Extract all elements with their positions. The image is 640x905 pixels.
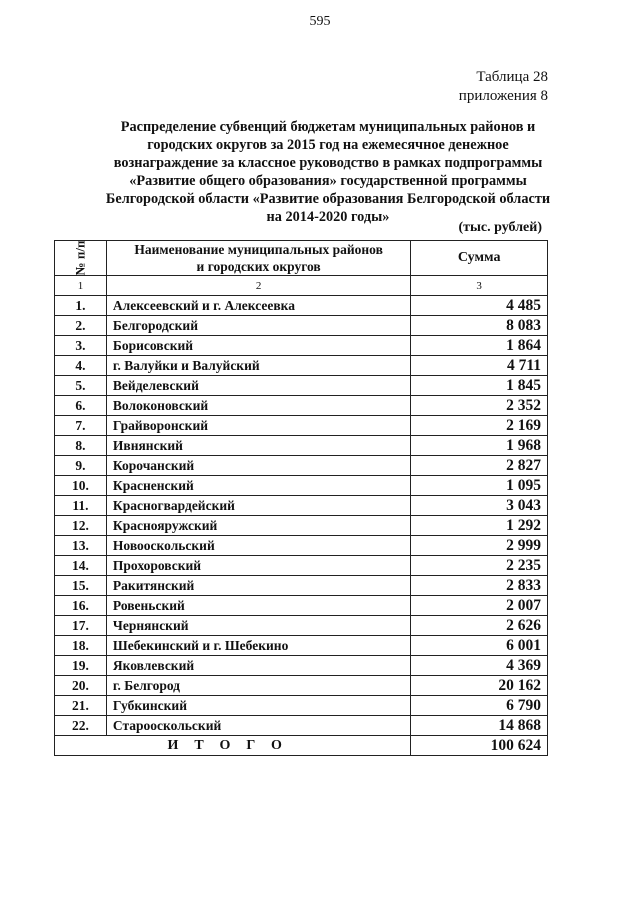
table-row [55, 496, 548, 516]
subvention-amount: 3 043 [411, 496, 548, 516]
subvention-amount: 1 864 [411, 336, 548, 356]
row-number: 15. [55, 576, 107, 596]
subvention-amount: 2 827 [411, 456, 548, 476]
district-name: г. Белгород [106, 676, 410, 696]
column-index-row [55, 276, 548, 296]
district-name: Красненский [106, 476, 410, 496]
row-number: 1. [55, 296, 107, 316]
table-row [55, 636, 548, 656]
total-amount: 100 624 [411, 736, 548, 756]
subvention-amount: 6 790 [411, 696, 548, 716]
table-row [55, 356, 548, 376]
row-number: 19. [55, 656, 107, 676]
table-row [55, 676, 548, 696]
row-number: 16. [55, 596, 107, 616]
table-row [55, 516, 548, 536]
district-name: Волоконовский [106, 396, 410, 416]
district-name: Алексеевский и г. Алексеевка [106, 296, 410, 316]
subvention-amount: 4 711 [411, 356, 548, 376]
district-name: Старооскольский [106, 716, 410, 736]
row-number: 7. [55, 416, 107, 436]
total-label: ИТОГО [55, 736, 411, 756]
header-num: № п/п [72, 240, 88, 276]
row-number: 5. [55, 376, 107, 396]
table-row [55, 376, 548, 396]
row-number: 14. [55, 556, 107, 576]
district-name: Корочанский [106, 456, 410, 476]
district-name: Вейделевский [106, 376, 410, 396]
subvention-amount: 1 095 [411, 476, 548, 496]
table-row [55, 576, 548, 596]
title-line: Распределение субвенций бюджетам муниципальных районов и [120, 119, 536, 135]
title-line: на 2014-2020 годы» [266, 209, 390, 225]
district-name: Яковлевский [106, 656, 410, 676]
title-line: Белгородской области «Развитие образования Белгородской области [105, 191, 551, 207]
district-name: Грайворонский [106, 416, 410, 436]
subvention-amount: 6 001 [411, 636, 548, 656]
subvention-amount: 2 169 [411, 416, 548, 436]
header-num-cell [55, 241, 107, 276]
district-name: г. Валуйки и Валуйский [106, 356, 410, 376]
district-name: Новооскольский [106, 536, 410, 556]
district-name: Белгородский [106, 316, 410, 336]
appendix-label: приложения 8 [458, 88, 548, 104]
subvention-amount: 1 845 [411, 376, 548, 396]
subvention-amount: 8 083 [411, 316, 548, 336]
table-row [55, 436, 548, 456]
table-row [55, 416, 548, 436]
row-number: 3. [55, 336, 107, 356]
subvention-amount: 4 485 [411, 296, 548, 316]
row-number: 9. [55, 456, 107, 476]
table-row [55, 396, 548, 416]
header-sum: Сумма [411, 241, 548, 276]
table-row [55, 596, 548, 616]
row-number: 2. [55, 316, 107, 336]
table-row [55, 456, 548, 476]
subvention-amount: 1 292 [411, 516, 548, 536]
header-name-line: и городских округов [196, 259, 321, 274]
title-line: вознаграждение за классное руководство в рамках подпрограммы [113, 155, 543, 171]
column-index: 3 [411, 276, 548, 296]
table-row [55, 476, 548, 496]
title-line: «Развитие общего образования» государственной программы [129, 173, 527, 189]
header-name-cell [106, 241, 410, 276]
subvention-amount: 2 235 [411, 556, 548, 576]
subvention-amount: 2 626 [411, 616, 548, 636]
row-number: 4. [55, 356, 107, 376]
district-name: Ракитянский [106, 576, 410, 596]
header-row [55, 241, 548, 276]
row-number: 22. [55, 716, 107, 736]
subvention-amount: 2 999 [411, 536, 548, 556]
row-number: 11. [55, 496, 107, 516]
table-row [55, 336, 548, 356]
table-reference [459, 68, 548, 106]
district-name: Красногвардейский [106, 496, 410, 516]
table-body [55, 241, 548, 756]
total-row [55, 736, 548, 756]
table-row [55, 556, 548, 576]
district-name: Ровеньский [106, 596, 410, 616]
subvention-amount: 2 352 [411, 396, 548, 416]
header-name-line: Наименование муниципальных районов [134, 242, 383, 257]
table-row [55, 696, 548, 716]
page-number: 595 [309, 14, 331, 29]
row-number: 8. [55, 436, 107, 456]
column-index: 1 [55, 276, 107, 296]
row-number: 18. [55, 636, 107, 656]
row-number: 21. [55, 696, 107, 716]
table-row [55, 316, 548, 336]
row-number: 12. [55, 516, 107, 536]
row-number: 13. [55, 536, 107, 556]
row-number: 6. [55, 396, 107, 416]
district-name: Чернянский [106, 616, 410, 636]
table-row [55, 296, 548, 316]
subvention-amount: 14 868 [411, 716, 548, 736]
table-label: Таблица 28 [476, 69, 548, 85]
row-number: 10. [55, 476, 107, 496]
subvention-table [54, 240, 548, 756]
units-label: (тыс. рублей) [458, 220, 542, 235]
district-name: Шебекинский и г. Шебекино [106, 636, 410, 656]
title-line: городских округов за 2015 год на ежемесячное денежное [147, 137, 509, 153]
district-name: Борисовский [106, 336, 410, 356]
subvention-amount: 4 369 [411, 656, 548, 676]
district-name: Ивнянский [106, 436, 410, 456]
district-name: Губкинский [106, 696, 410, 716]
table-row [55, 716, 548, 736]
row-number: 20. [55, 676, 107, 696]
subvention-amount: 1 968 [411, 436, 548, 456]
column-index: 2 [106, 276, 410, 296]
subvention-amount: 2 833 [411, 576, 548, 596]
district-name: Краснояружский [106, 516, 410, 536]
document-title [40, 118, 616, 226]
district-name: Прохоровский [106, 556, 410, 576]
table-row [55, 536, 548, 556]
table-row [55, 616, 548, 636]
row-number: 17. [55, 616, 107, 636]
subvention-amount: 2 007 [411, 596, 548, 616]
subvention-amount: 20 162 [411, 676, 548, 696]
table-row [55, 656, 548, 676]
